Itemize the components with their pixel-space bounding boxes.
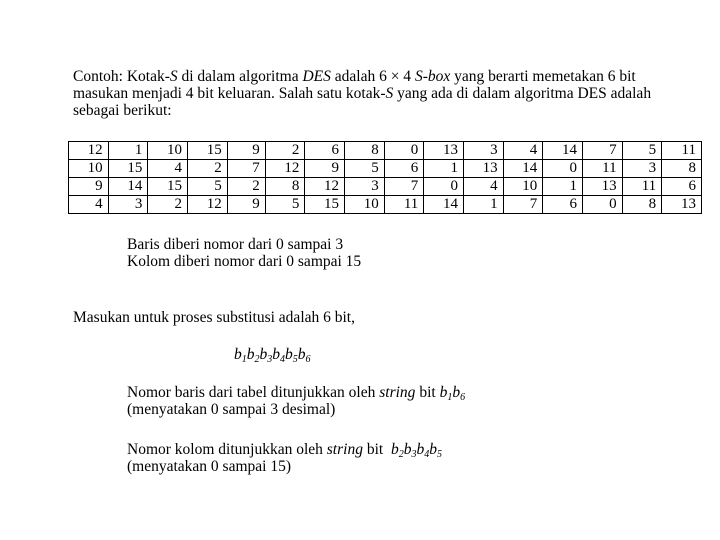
bit-sub: 1 — [241, 354, 247, 365]
row-index-text: bit — [415, 384, 440, 401]
sbox-cell: 1 — [108, 142, 148, 160]
sbox-cell: 3 — [463, 142, 503, 160]
bit-var: b — [452, 384, 461, 401]
numbering-notes — [127, 236, 361, 270]
bit-var: b — [439, 384, 448, 401]
sbox-cell: 10 — [345, 196, 385, 214]
intro-text: Contoh: Kotak- — [73, 68, 170, 85]
bit-sub: 2 — [398, 449, 404, 460]
row-index-line-1 — [127, 384, 465, 401]
sbox-row — [69, 142, 702, 160]
intro-var-s: S — [169, 68, 178, 85]
sbox-cell: 10 — [148, 142, 188, 160]
sbox-cell: 0 — [424, 178, 464, 196]
sbox-cell: 12 — [305, 178, 345, 196]
bit-sub: 4 — [280, 354, 285, 365]
sbox-cell: 3 — [345, 178, 385, 196]
bit-sub: 4 — [424, 449, 430, 460]
intro-paragraph — [73, 68, 683, 119]
sbox-cell: 4 — [503, 142, 543, 160]
sbox-cell: 2 — [265, 142, 305, 160]
sbox-cell: 13 — [424, 142, 464, 160]
sbox-cell: 2 — [148, 196, 188, 214]
sbox-cell: 10 — [503, 178, 543, 196]
row-bits — [440, 384, 466, 401]
sbox-cell: 15 — [188, 142, 228, 160]
sbox-cell: 0 — [582, 196, 622, 214]
bit-sub: 6 — [305, 354, 311, 365]
sbox-cell: 7 — [384, 178, 424, 196]
sbox-cell: 6 — [305, 142, 345, 160]
sbox-cell: 13 — [582, 178, 622, 196]
bit-string-formula — [234, 346, 311, 363]
bit-sub: 6 — [460, 392, 466, 403]
sbox-cell: 4 — [148, 160, 188, 178]
sbox-row — [69, 196, 702, 214]
sbox-cell: 11 — [582, 160, 622, 178]
sbox-cell: 7 — [582, 142, 622, 160]
sbox-cell: 5 — [345, 160, 385, 178]
bit-sub: 5 — [292, 354, 298, 365]
sbox-cell: 7 — [227, 160, 265, 178]
row-index-text: Nomor baris dari tabel ditunjukkan oleh — [127, 384, 380, 401]
sbox-cell: 14 — [543, 142, 583, 160]
bit-sub: 5 — [436, 449, 442, 460]
intro-line-1 — [73, 68, 683, 85]
sbox-cell: 9 — [227, 142, 265, 160]
bit-sub: 1 — [447, 392, 453, 403]
sbox-cell: 12 — [188, 196, 228, 214]
column-index-text: bit — [362, 441, 391, 458]
sbox-cell: 1 — [424, 160, 464, 178]
sbox-cell: 11 — [662, 142, 702, 160]
bit-var: b — [259, 346, 268, 363]
row-numbering-note: Baris diberi nomor dari 0 sampai 3 — [127, 236, 344, 253]
sbox-cell: 8 — [265, 178, 305, 196]
bit-var: b — [403, 441, 412, 458]
sbox-cell: 6 — [384, 160, 424, 178]
sbox-cell: 4 — [463, 178, 503, 196]
sbox-cell: 11 — [622, 178, 662, 196]
column-bits — [391, 441, 442, 458]
sbox-cell: 14 — [108, 178, 148, 196]
sbox-cell: 3 — [108, 196, 148, 214]
sbox-cell: 12 — [265, 160, 305, 178]
sbox-table — [68, 141, 702, 214]
sbox-cell: 1 — [543, 178, 583, 196]
bit-var: b — [416, 441, 425, 458]
intro-des: DES — [302, 68, 331, 85]
input-statement: Masukan untuk proses substitusi adalah 6 bit, — [73, 309, 355, 326]
sbox-cell: 5 — [622, 142, 662, 160]
sbox-cell: 11 — [384, 196, 424, 214]
sbox-cell: 8 — [622, 196, 662, 214]
column-index-line-2: (menyatakan 0 sampai 15) — [127, 458, 291, 475]
intro-sbox: S-box — [414, 68, 451, 85]
sbox-cell: 0 — [543, 160, 583, 178]
intro-line-2 — [73, 85, 683, 102]
sbox-cell: 5 — [188, 178, 228, 196]
row-index-line-2: (menyatakan 0 sampai 3 desimal) — [127, 401, 336, 418]
bit-var: b — [272, 346, 280, 363]
bit-var: b — [285, 346, 293, 363]
intro-text: yang ada di dalam algoritma DES adalah — [393, 85, 652, 102]
sbox-cell: 5 — [265, 196, 305, 214]
sbox-cell: 7 — [503, 196, 543, 214]
intro-text: masukan menjadi 4 bit keluaran. Salah satu kotak- — [73, 85, 386, 102]
sbox-cell: 15 — [148, 178, 188, 196]
sbox-cell: 1 — [463, 196, 503, 214]
sbox-row — [69, 160, 702, 178]
sbox-cell: 3 — [622, 160, 662, 178]
sbox-cell: 9 — [69, 178, 109, 196]
column-index-line-1 — [127, 441, 442, 458]
sbox-cell: 14 — [503, 160, 543, 178]
sbox-cell: 8 — [345, 142, 385, 160]
sbox-cell: 6 — [662, 178, 702, 196]
bit-sub: 3 — [267, 354, 273, 365]
intro-line-3: sebagai berikut: — [73, 102, 172, 119]
sbox-cell: 13 — [463, 160, 503, 178]
bit-sub: 3 — [411, 449, 417, 460]
sbox-cell: 13 — [662, 196, 702, 214]
column-index-text: Nomor kolom ditunjukkan oleh — [127, 441, 327, 458]
sbox-cell: 9 — [227, 196, 265, 214]
bit-var: b — [390, 441, 399, 458]
string-term: string — [379, 384, 416, 401]
bit-var: b — [297, 346, 306, 363]
sbox-cell: 0 — [384, 142, 424, 160]
sbox-cell: 2 — [188, 160, 228, 178]
column-numbering-note: Kolom diberi nomor dari 0 sampai 15 — [127, 253, 362, 270]
bit-var: b — [246, 346, 255, 363]
sbox-cell: 15 — [305, 196, 345, 214]
column-index-explanation — [127, 441, 442, 475]
intro-text: di dalam algoritma — [177, 68, 303, 85]
sbox-cell: 8 — [662, 160, 702, 178]
intro-var-s: S — [385, 85, 394, 102]
sbox-cell: 9 — [305, 160, 345, 178]
bit-var: b — [234, 346, 242, 363]
sbox-cell: 10 — [69, 160, 109, 178]
sbox-cell: 12 — [69, 142, 109, 160]
bit-var: b — [429, 441, 437, 458]
row-index-explanation — [127, 384, 465, 418]
intro-text: adalah 6 × 4 — [330, 68, 415, 85]
sbox-cell: 14 — [424, 196, 464, 214]
bit-sub: 2 — [254, 354, 260, 365]
sbox-cell: 2 — [227, 178, 265, 196]
sbox-cell: 6 — [543, 196, 583, 214]
sbox-row — [69, 178, 702, 196]
string-term: string — [326, 441, 363, 458]
sbox-cell: 15 — [108, 160, 148, 178]
intro-text: yang berarti memetakan 6 bit — [450, 68, 636, 85]
sbox-cell: 4 — [69, 196, 109, 214]
